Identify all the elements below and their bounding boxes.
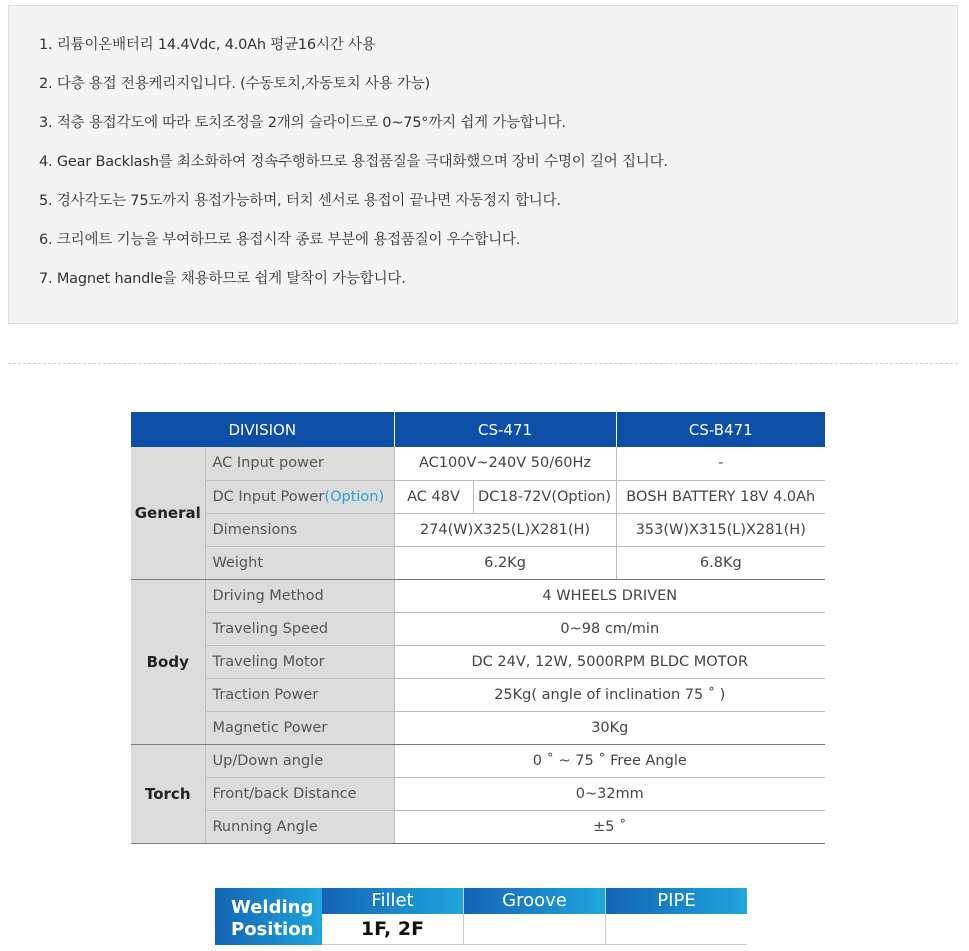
group-torch: Torch [131, 744, 205, 843]
welding-col-pipe [606, 888, 747, 945]
row-label: Traction Power [205, 678, 394, 711]
row-label [205, 480, 394, 513]
cell-value: - [616, 447, 825, 480]
group-body: Body [131, 579, 205, 744]
welding-col-header: Fillet [322, 888, 463, 914]
feature-item: 4. Gear Backlash를 최소화하여 정속주행하므로 용접품질을 극대화했으며 장비 수명이 길어 집니다. [39, 154, 668, 170]
cell-value: 25Kg( angle of inclination 75 ˚ ) [394, 678, 825, 711]
welding-title-line1: Welding [231, 897, 314, 918]
header-division: DIVISION [131, 412, 394, 447]
cell-value: AC 48V [394, 480, 473, 513]
welding-col-value [606, 914, 747, 945]
feature-item: 5. 경사각도는 75도까지 용접가능하며, 터치 센서로 용접이 끝나면 자동정지 합니다. [39, 193, 561, 209]
cell-value: 0~32mm [394, 777, 825, 810]
cell-value: 6.2Kg [394, 546, 616, 579]
row-label: Magnetic Power [205, 711, 394, 744]
feature-item: 6. 크리에트 기능을 부여하므로 용접시작 종료 부분에 용접품질이 우수합니다. [39, 232, 521, 248]
feature-item: 3. 적층 용접각도에 따라 토치조정을 2개의 슬라이드로 0~75°까지 쉽게 가능합니다. [39, 115, 566, 131]
row-label: Front/back Distance [205, 777, 394, 810]
feature-item: 7. Magnet handle을 채용하므로 쉽게 탈착이 가능합니다. [39, 271, 406, 287]
cell-value: AC100V~240V 50/60Hz [394, 447, 616, 480]
cell-value: 4 WHEELS DRIVEN [394, 579, 825, 612]
welding-title-line2: Position [231, 919, 314, 940]
welding-col-header: Groove [464, 888, 605, 914]
features-list [9, 6, 957, 308]
row-label: Traveling Speed [205, 612, 394, 645]
cell-value: ±5 ˚ [394, 810, 825, 843]
spec-table [131, 412, 825, 844]
table-row [131, 810, 825, 843]
table-row [131, 744, 825, 777]
group-general: General [131, 447, 205, 579]
welding-col-value [464, 914, 605, 945]
row-label: Up/Down angle [205, 744, 394, 777]
row-label: Traveling Motor [205, 645, 394, 678]
row-label: Running Angle [205, 810, 394, 843]
cell-value: DC 24V, 12W, 5000RPM BLDC MOTOR [394, 645, 825, 678]
header-cs471: CS-471 [394, 412, 616, 447]
welding-col-value: 1F, 2F [322, 914, 463, 945]
cell-value: 0~98 cm/min [394, 612, 825, 645]
table-row [131, 480, 825, 513]
welding-col-fillet [322, 888, 464, 945]
table-row [131, 612, 825, 645]
welding-position-title [215, 888, 322, 945]
dc-label-text: DC Input Power [212, 488, 325, 505]
cell-value: 6.8Kg [616, 546, 825, 579]
row-label: Weight [205, 546, 394, 579]
table-row [131, 513, 825, 546]
table-row [131, 645, 825, 678]
table-row [131, 711, 825, 744]
dashed-divider [8, 363, 958, 364]
table-row [131, 678, 825, 711]
cell-value: DC18-72V(Option) [473, 480, 616, 513]
welding-col-groove [464, 888, 606, 945]
table-row [131, 546, 825, 579]
table-row [131, 447, 825, 480]
table-row [131, 579, 825, 612]
feature-item: 1. 리튬이온배터리 14.4Vdc, 4.0Ah 평균16시간 사용 [39, 37, 376, 53]
cell-value: BOSH BATTERY 18V 4.0Ah [616, 480, 825, 513]
welding-position-table [215, 888, 747, 945]
features-box [8, 5, 958, 324]
cell-value: 0 ˚ ~ 75 ˚ Free Angle [394, 744, 825, 777]
welding-col-header: PIPE [606, 888, 747, 914]
option-note: (Option) [324, 488, 385, 505]
cell-value: 30Kg [394, 711, 825, 744]
table-row [131, 777, 825, 810]
cell-value: 274(W)X325(L)X281(H) [394, 513, 616, 546]
header-csb471: CS-B471 [616, 412, 825, 447]
feature-item: 2. 다층 용접 전용케리지입니다. (수동토치,자동토치 사용 가능) [39, 76, 430, 92]
row-label: Dimensions [205, 513, 394, 546]
cell-value: 353(W)X315(L)X281(H) [616, 513, 825, 546]
row-label: AC Input power [205, 447, 394, 480]
spec-header-row [131, 412, 825, 447]
row-label: Driving Method [205, 579, 394, 612]
